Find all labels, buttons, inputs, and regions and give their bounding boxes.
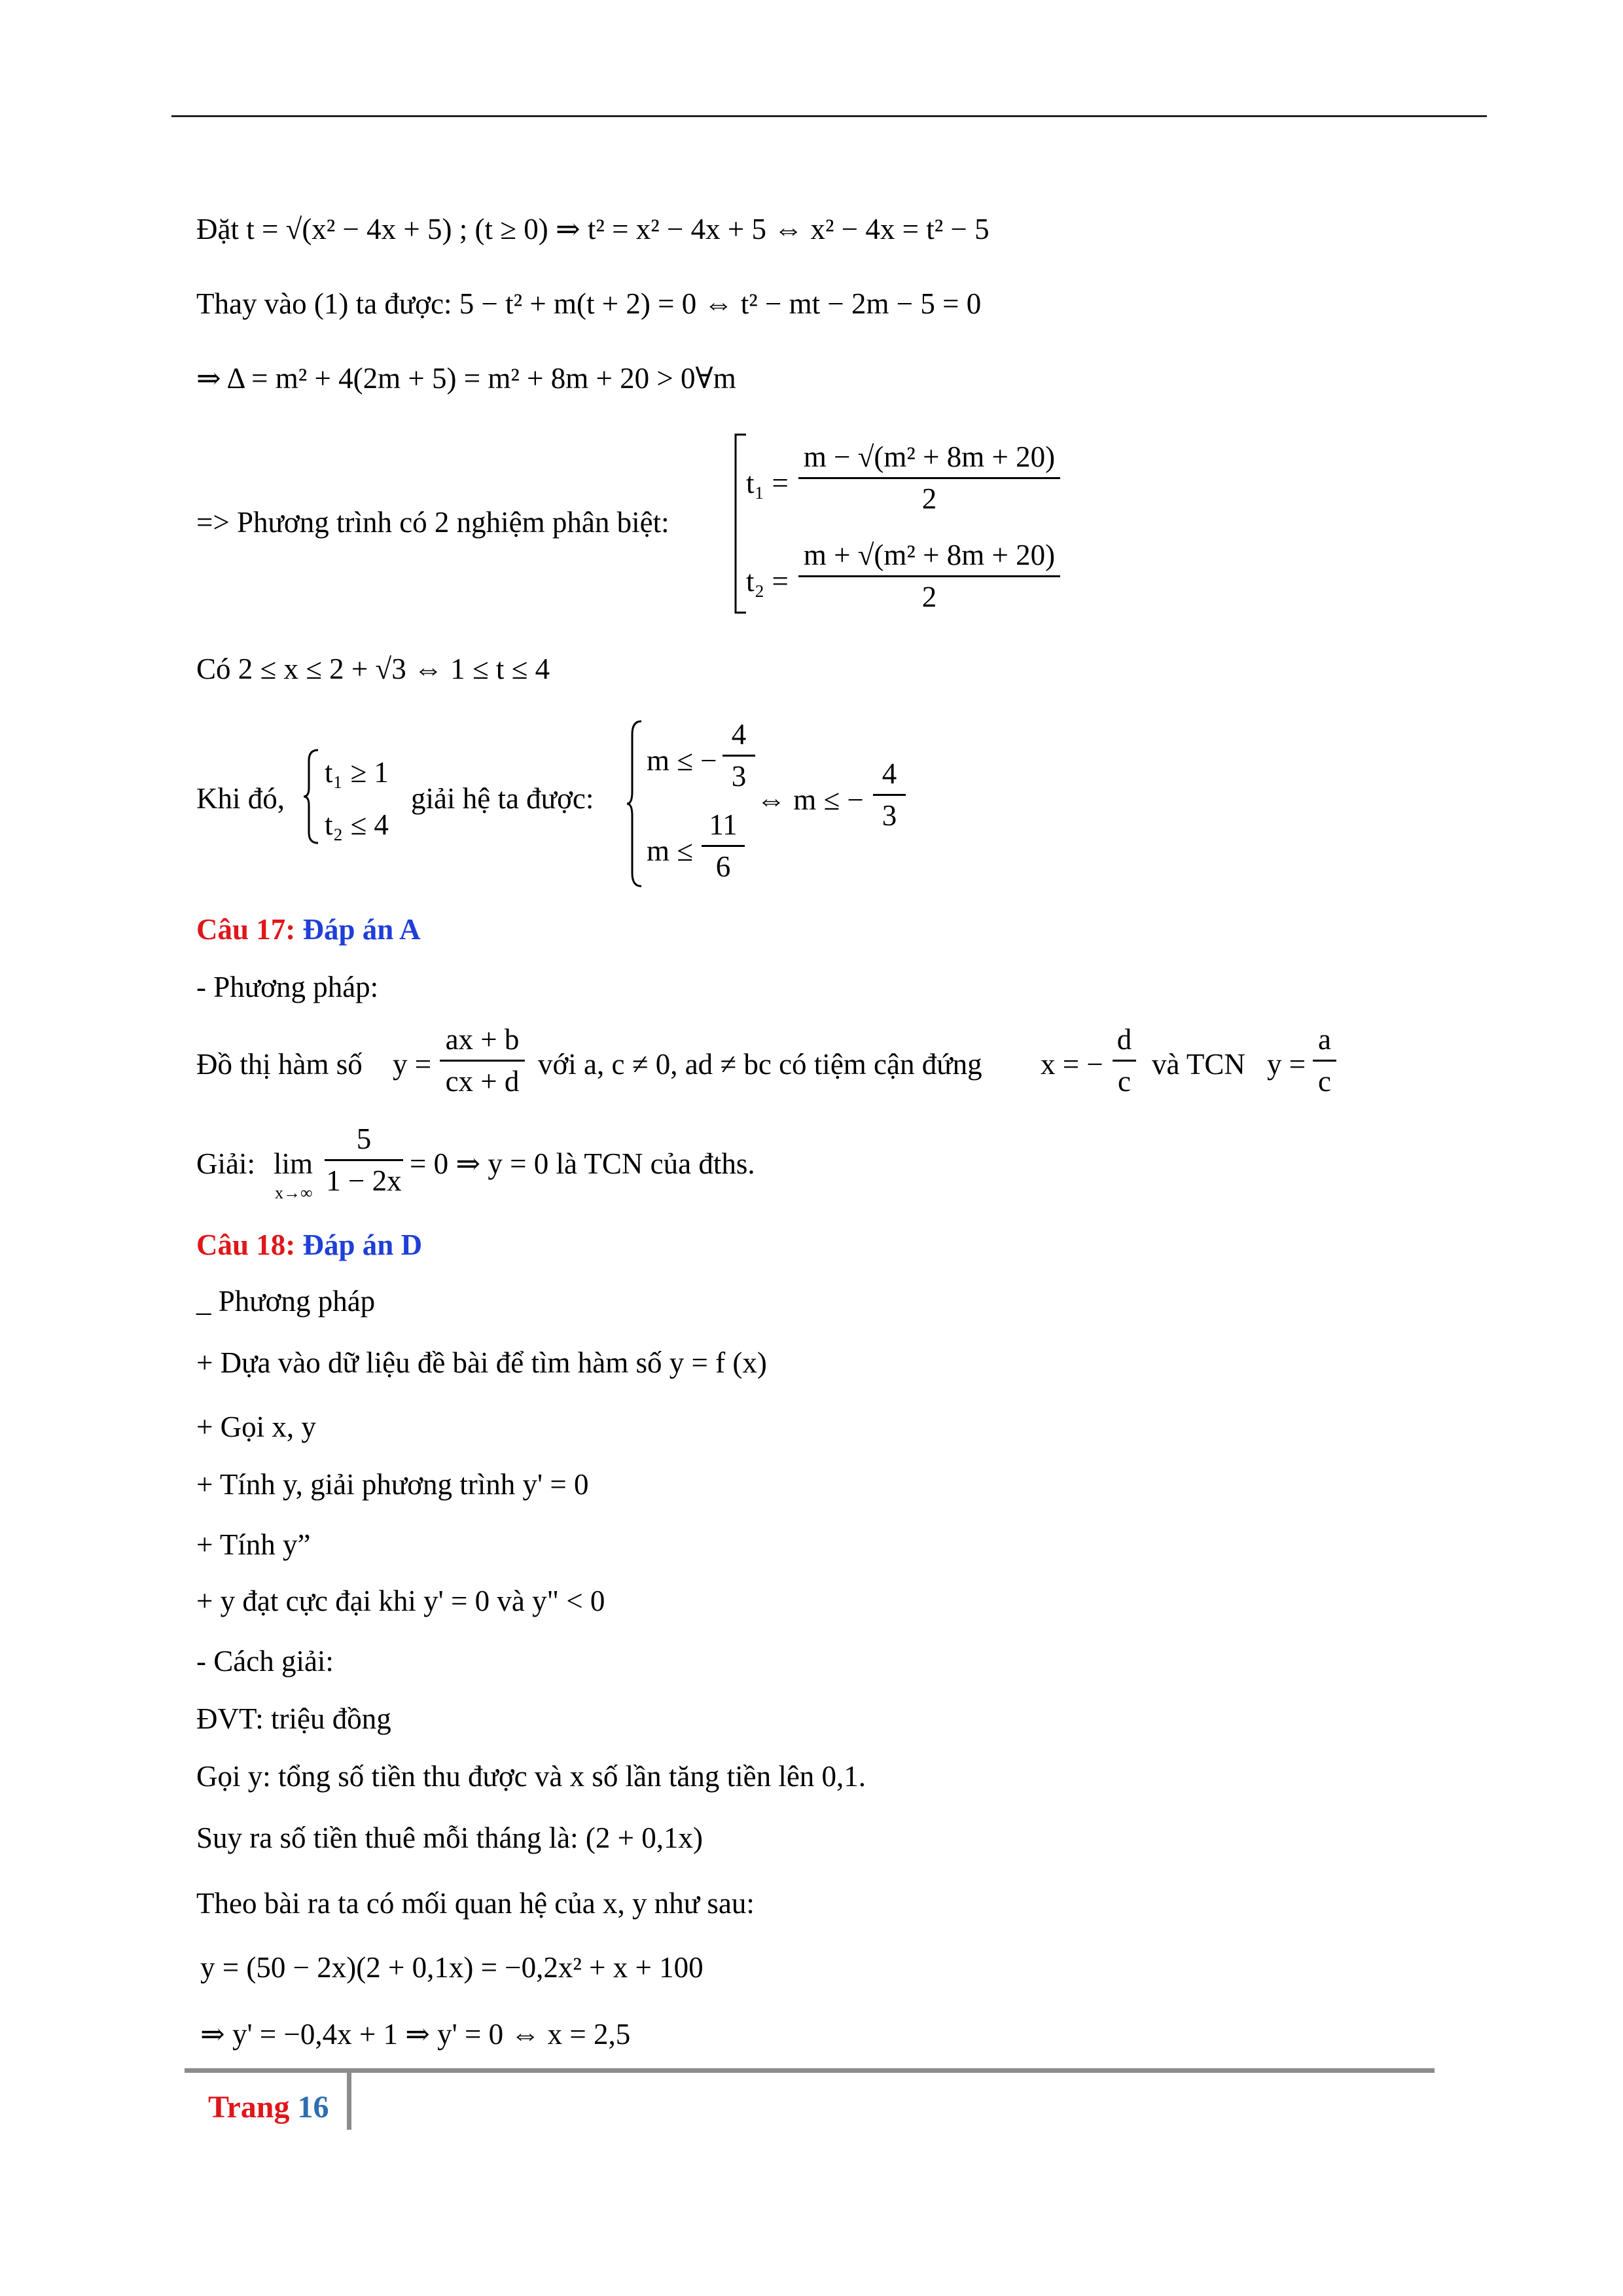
math-range: 2 ≤ x ≤ 2 + √3 ⇔ 1 ≤ t ≤ 4 — [238, 653, 550, 685]
brace-system-1 — [302, 747, 322, 846]
q17-y-eq: y = — [393, 1048, 432, 1081]
fraction-bar — [325, 1159, 403, 1161]
line-thay-vao — [196, 289, 981, 319]
denominator: c — [1318, 1065, 1331, 1098]
q17-limit-fraction — [325, 1124, 403, 1196]
q18-title: Câu 18: — [196, 1229, 296, 1261]
sys2-a-lhs: m ≤ − — [647, 744, 717, 777]
fraction-bar — [798, 575, 1060, 577]
sys1-line-a: t₁ ≥ 1 — [325, 756, 389, 789]
denominator: 3 — [731, 760, 747, 793]
line-co — [196, 655, 550, 684]
fraction-bar — [702, 845, 745, 847]
q17-condition: với a, c ≠ 0, ad ≠ bc có tiệm cận đứng — [538, 1048, 982, 1081]
q17-line-lead: Đồ thị hàm số — [196, 1048, 363, 1081]
q17-method: - Phương pháp: — [196, 971, 379, 1003]
line-delta — [196, 364, 736, 393]
q18-line: + Dựa vào dữ liệu đề bài để tìm hàm số y = f (x) — [196, 1346, 767, 1379]
q18-line: + y đạt cực đại khi y' = 0 và y" < 0 — [196, 1585, 605, 1617]
t2-denominator: 2 — [921, 581, 937, 613]
numerator: 4 — [731, 718, 747, 751]
q18-line: ĐVT: triệu đồng — [196, 1702, 391, 1735]
fraction-bar — [873, 794, 906, 796]
q18-line: _ Phương pháp — [196, 1285, 376, 1318]
q17-heading — [196, 915, 421, 944]
q18-line: y = (50 − 2x)(2 + 0,1x) = −0,2x² + x + 100 — [200, 1951, 704, 1984]
line-dat-t — [196, 215, 990, 244]
denominator: 3 — [882, 799, 897, 832]
q18-answer: Đáp án D — [302, 1229, 423, 1261]
math-delta: ⇒ Δ = m² + 4(2m + 5) = m² + 8m + 20 > 0∀m — [196, 362, 736, 395]
q18-line: ⇒ y' = −0,4x + 1 ⇒ y' = 0 ⇔ x = 2,5 — [200, 2018, 631, 2051]
q17-solution-lead: Giải: — [196, 1147, 255, 1180]
sys2-b-fraction — [702, 810, 745, 882]
q17-asymptote-y-fraction — [1313, 1025, 1336, 1096]
denominator: 6 — [715, 850, 731, 883]
q17-x-eq: x = − — [1041, 1048, 1103, 1081]
sys1-line-b: t₂ ≤ 4 — [325, 808, 389, 841]
text-lead: Đặt — [196, 213, 247, 245]
denominator: c — [1118, 1065, 1131, 1098]
fraction-bar — [1313, 1060, 1336, 1062]
q18-line: - Cách giải: — [196, 1645, 334, 1677]
q17-answer: Đáp án A — [302, 913, 421, 946]
text-giai-he: giải hệ ta được: — [411, 782, 594, 815]
footer-divider — [347, 2072, 351, 2130]
q18-line: + Tính y” — [196, 1528, 311, 1561]
page-label: Trang — [208, 2090, 290, 2125]
t2-label: t₂ = — [746, 565, 789, 598]
numerator: 11 — [709, 808, 738, 841]
t1-fraction — [798, 442, 1060, 514]
q18-heading — [196, 1230, 422, 1260]
t1-label: t₁ = — [746, 467, 789, 499]
page-number — [208, 2092, 329, 2123]
footer-rule — [185, 2068, 1435, 2073]
t2-numerator: m + √(m² + 8m + 20) — [803, 539, 1056, 571]
fraction-bar — [798, 477, 1060, 479]
q17-lim: lim — [274, 1147, 313, 1180]
denominator: 1 − 2x — [326, 1164, 402, 1197]
page-value: 16 — [297, 2090, 329, 2125]
numerator: a — [1318, 1023, 1331, 1056]
q18-line: Theo bài ra ta có mối quan hệ của x, y như sau: — [196, 1887, 755, 1920]
t1-denominator: 2 — [921, 482, 937, 515]
fraction-bar — [440, 1060, 525, 1062]
text-lead: Thay vào (1) ta được: — [196, 287, 459, 320]
q17-title: Câu 17: — [196, 913, 296, 946]
q18-line: + Gọi x, y — [196, 1410, 316, 1443]
fraction-bar — [1113, 1060, 1136, 1062]
denominator: cx + d — [445, 1065, 520, 1098]
result-fraction — [873, 759, 906, 831]
t2-fraction — [798, 541, 1060, 612]
result-lhs: ⇔ m ≤ − — [757, 783, 864, 816]
text-two-roots: => Phương trình có 2 nghiệm phân biệt: — [196, 506, 669, 539]
text-lead: Có — [196, 653, 238, 685]
math-quadratic: 5 − t² + m(t + 2) = 0 ⇔ t² − mt − 2m − 5 = 0 — [459, 287, 982, 320]
q18-line: Gọi y: tổng số tiền thu được và x số lần tăng tiền lên 0,1. — [196, 1760, 866, 1793]
text-khi-do: Khi đó, — [196, 782, 285, 815]
fraction-bar — [722, 755, 755, 757]
q17-function-fraction — [440, 1025, 525, 1096]
numerator: 4 — [882, 757, 897, 790]
numerator: d — [1116, 1023, 1132, 1056]
brace-system-2 — [626, 719, 645, 889]
numerator: 5 — [356, 1122, 372, 1155]
q17-solution-rest: = 0 ⇒ y = 0 là TCN của đths. — [410, 1147, 755, 1180]
q18-line: + Tính y, giải phương trình y' = 0 — [196, 1468, 589, 1501]
q17-lim-sub: x→∞ — [275, 1183, 313, 1202]
q17-y2-eq: y = — [1267, 1048, 1306, 1081]
q17-asymptote-x-fraction — [1113, 1025, 1136, 1096]
t1-numerator: m − √(m² + 8m + 20) — [803, 440, 1056, 473]
sys2-b-lhs: m ≤ — [647, 834, 693, 867]
q17-tcn: và TCN — [1152, 1048, 1245, 1081]
q18-line: Suy ra số tiền thuê mỗi tháng là: (2 + 0,1x) — [196, 1821, 704, 1854]
math-substitution: t = √(x² − 4x + 5) ; (t ≥ 0) ⇒ t² = x² − 4x + 5 ⇔ x² − 4x = t² − 5 — [246, 213, 990, 245]
sys2-a-fraction — [722, 720, 755, 791]
header-rule — [171, 115, 1487, 117]
numerator: ax + b — [445, 1023, 520, 1056]
